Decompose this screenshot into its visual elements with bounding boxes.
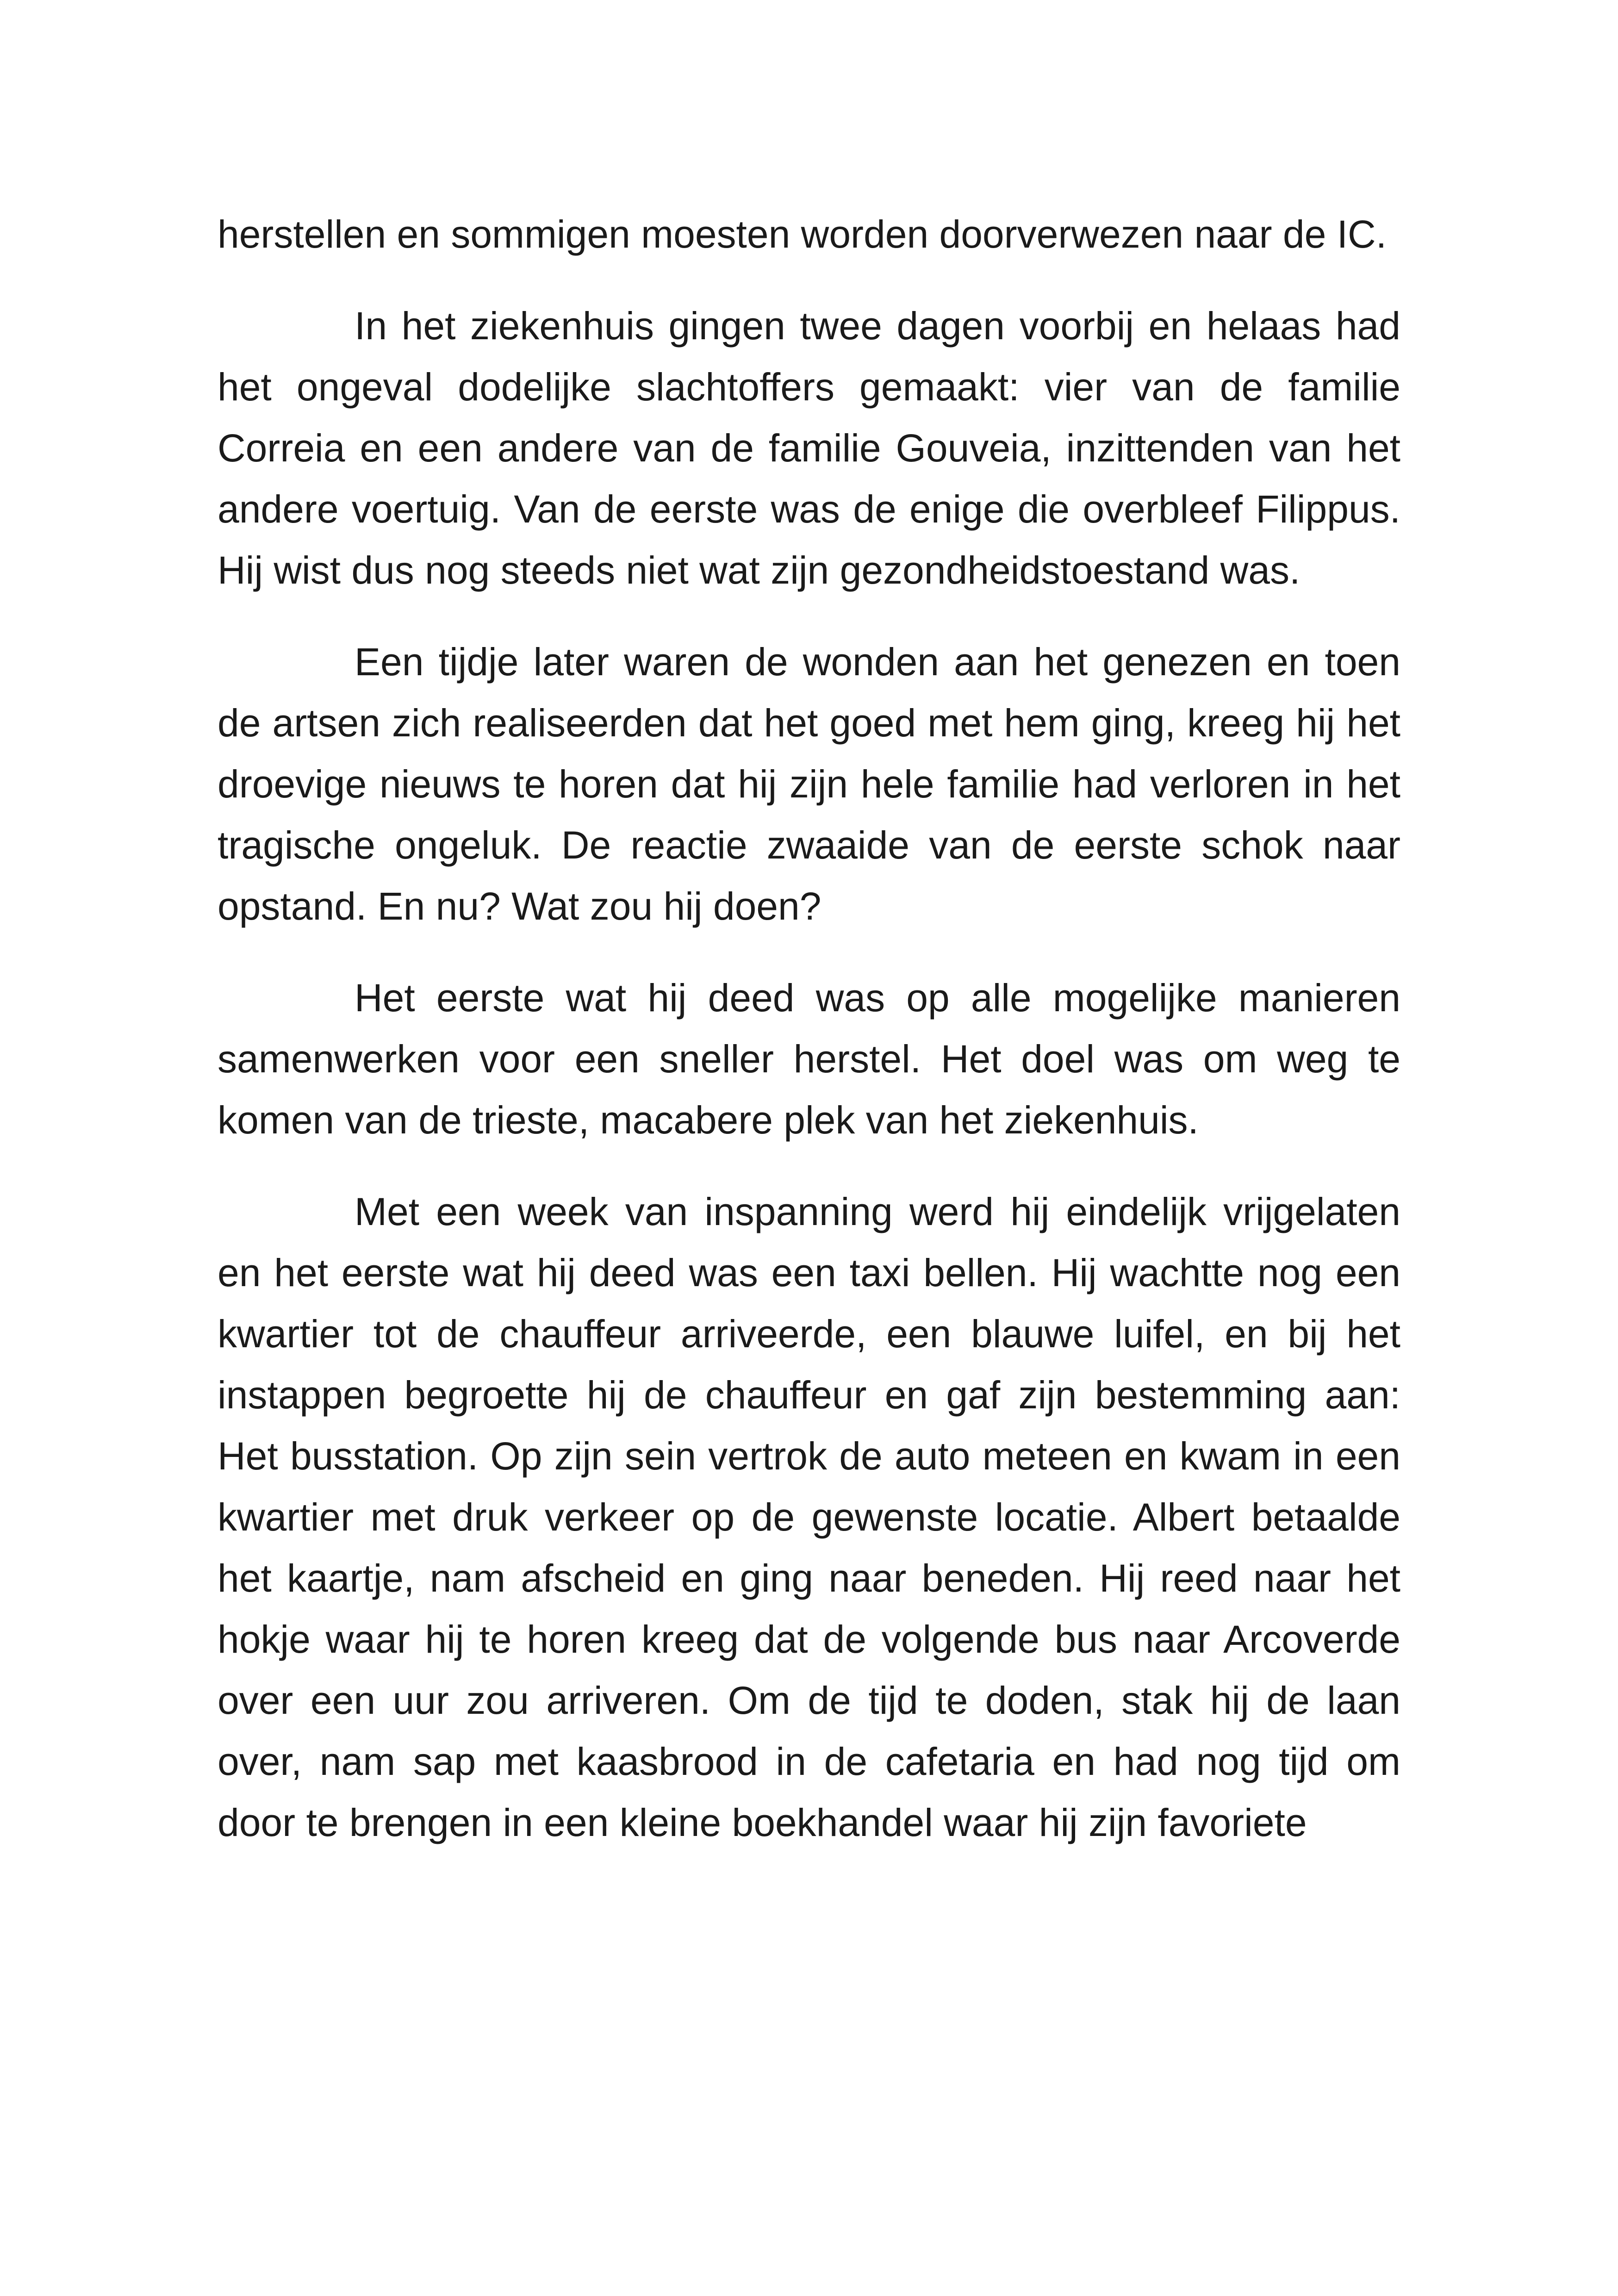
paragraph-departure: Met een week van inspanning werd hij eindelijk vrijgelaten en het eerste wat hij deed was een taxi bellen. Hij wachtte nog een kwartier tot de chauffeur arriveerde, een blauwe luifel, en bij het instappen begroette hij de chauffeur en gaf zijn bestemming aan: Het busstation. Op zijn sein vertrok de auto meteen en kwam in een kwartier met druk verkeer op de gewenste locatie. Albert betaalde het kaartje, nam afscheid en ging naar beneden. Hij reed naar het hokje waar hij te horen kreeg dat de volgende bus naar Arcoverde over een uur zou arriveren. Om de tijd te doden, stak hij de laan over, nam sap met kaasbrood in de cafetaria en had nog tijd om door te brengen in een kleine boekhandel waar hij zijn favoriete: [218, 1190, 1400, 1844]
body-text: [218, 204, 1400, 1884]
paragraph-news: Een tijdje later waren de wonden aan het genezen en toen de artsen zich realiseerden dat het goed met hem ging, kreeg hij het droevige nieuws te horen dat hij zijn hele familie had verloren in het tragische ongeluk. De reactie zwaaide van de eerste schok naar opstand. En nu? Wat zou hij doen?: [218, 640, 1400, 928]
paragraph-continuation: herstellen en sommigen moesten worden doorverwezen naar de IC.: [218, 212, 1387, 256]
paragraph-hospital: In het ziekenhuis gingen twee dagen voorbij en helaas had het ongeval dodelijke slachtoffers gemaakt: vier van de familie Correia en een andere van de familie Gouveia, inzittenden van het andere voertuig. Van de eerste was de enige die overbleef Filippus. Hij wist dus nog steeds niet wat zijn gezondheidstoestand was.: [218, 304, 1400, 592]
paragraph-recovery: Het eerste wat hij deed was op alle mogelijke manieren samenwerken voor een sneller herstel. Het doel was om weg te komen van de trieste, macabere plek van het ziekenhuis.: [218, 976, 1400, 1142]
